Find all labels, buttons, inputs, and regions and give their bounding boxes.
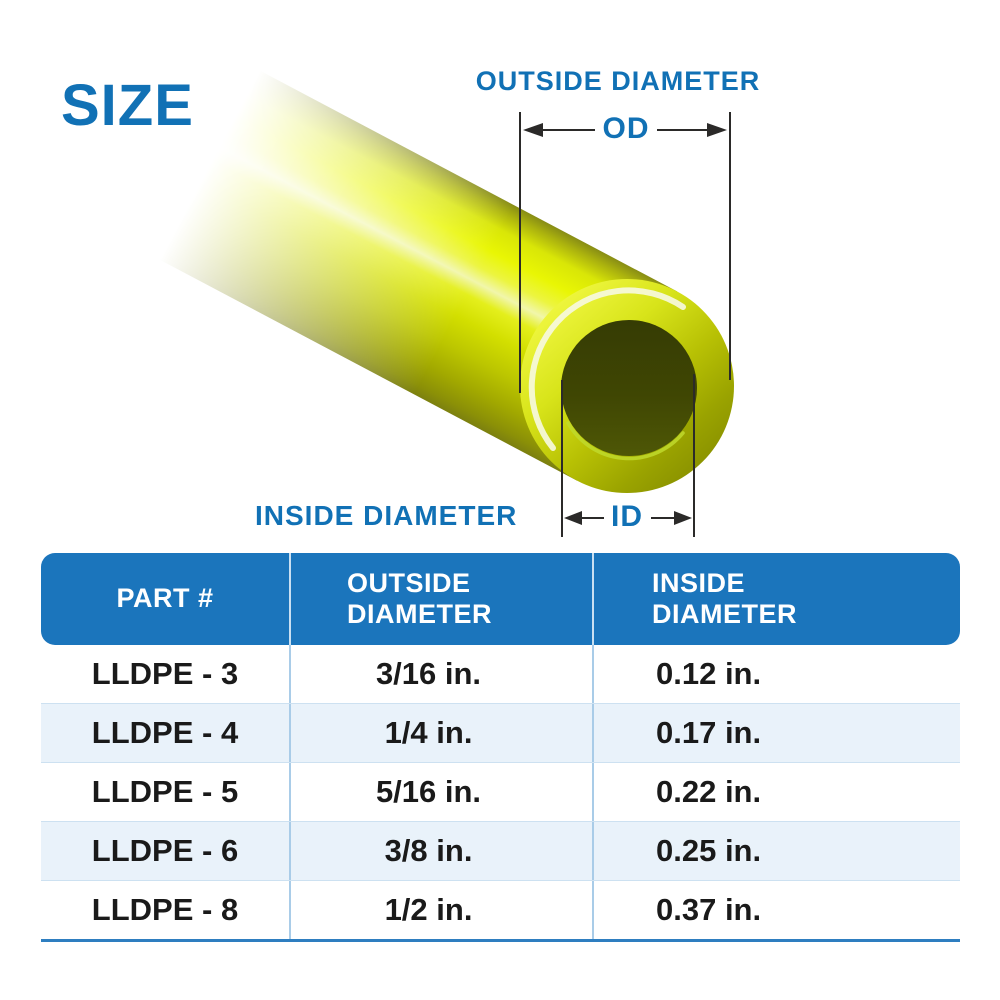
table-row <box>41 645 960 703</box>
cell-outside-diameter: 3/8 in. <box>289 822 592 880</box>
header-cell-inside-diameter: INSIDE DIAMETER <box>592 553 852 645</box>
cell-outside-diameter: 1/4 in. <box>289 704 592 762</box>
cell-outside-diameter: 5/16 in. <box>289 763 592 821</box>
cell-part-number: LLDPE - 3 <box>91 656 239 691</box>
table-row <box>41 880 960 939</box>
table-row <box>41 821 960 880</box>
header-cell-part-number: PART # <box>116 583 214 614</box>
cell-part-number: LLDPE - 6 <box>91 833 239 868</box>
cell-inside-diameter: 0.37 in. <box>592 881 960 939</box>
tube-cut-face <box>520 279 734 493</box>
inside-diameter-label: INSIDE DIAMETER <box>255 500 518 531</box>
tube-hole <box>561 320 697 456</box>
cell-part-number: LLDPE - 5 <box>91 774 239 809</box>
table-header <box>41 553 960 645</box>
cell-inside-diameter: 0.25 in. <box>592 822 960 880</box>
outside-diameter-label: OUTSIDE DIAMETER <box>475 66 761 96</box>
cell-inside-diameter: 0.17 in. <box>592 704 960 762</box>
cell-inside-diameter: 0.22 in. <box>592 763 960 821</box>
od-arrowhead-left <box>523 123 543 137</box>
cell-part-number: LLDPE - 8 <box>91 892 239 927</box>
header-cell-outside-diameter: OUTSIDE DIAMETER <box>289 553 547 645</box>
cell-outside-diameter: 1/2 in. <box>289 881 592 939</box>
table-body <box>41 645 960 942</box>
cell-part-number: LLDPE - 4 <box>91 715 239 750</box>
cell-inside-diameter: 0.12 in. <box>592 645 960 703</box>
id-arrowhead-left <box>564 511 582 525</box>
cell-outside-diameter: 3/16 in. <box>289 645 592 703</box>
size-table <box>41 553 960 942</box>
page-title: SIZE <box>61 73 194 138</box>
od-arrowhead-right <box>707 123 727 137</box>
od-label: OD <box>602 112 650 145</box>
table-row <box>41 762 960 821</box>
id-arrowhead-right <box>674 511 692 525</box>
id-label: ID <box>611 500 643 533</box>
table-row <box>41 703 960 762</box>
